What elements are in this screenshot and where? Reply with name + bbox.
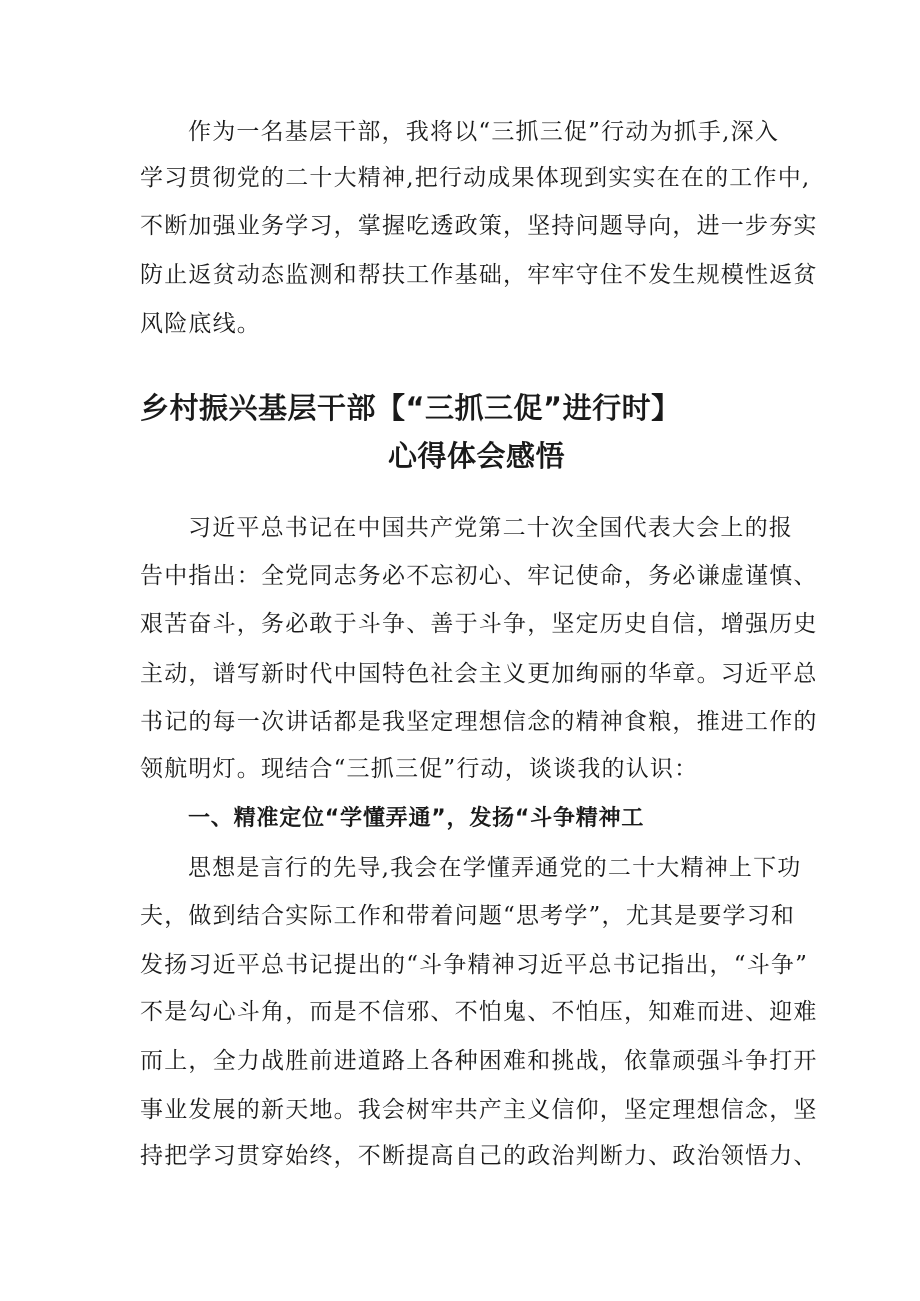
- article-title-line-1: 乡村振兴基层干部【“三抓三促”进行时】: [140, 391, 681, 425]
- paragraph-line: 领航明灯。现结合“三抓三促”行动，谈谈我的认识：: [140, 756, 699, 782]
- intro-line: 防止返贫动态监测和帮扶工作基础，牢牢守住不发生规模性返贫: [140, 262, 818, 288]
- section-line: 发扬习近平总书记提出的“斗争精神习近平总书记指出，“斗争”: [140, 952, 809, 978]
- paragraph-line: 艰苦奋斗，务必敢于斗争、善于斗争，坚定历史自信，增强历史: [140, 611, 818, 637]
- section-line: 夫，做到结合实际工作和带着问题“思考学”，尤其是要学习和: [140, 903, 796, 929]
- paragraph-line: 告中指出：全党同志务必不忘初心、牢记使命，务必谦虚谨慎、: [140, 563, 818, 589]
- section-line: 不是勾心斗角，而是不信邪、不怕鬼、不怕压，知难而进、迎难: [140, 999, 818, 1025]
- paragraph-line: 书记的每一次讲话都是我坚定理想信念的精神食粮，推进工作的: [140, 709, 818, 735]
- intro-line: 风险底线。: [140, 311, 261, 337]
- section-line: 思想是言行的先导,我会在学懂弄通党的二十大精神上下功: [188, 855, 802, 881]
- section-line: 而上，全力战胜前进道路上各种困难和挑战，依靠顽强斗争打开: [140, 1048, 818, 1074]
- paragraph-line: 习近平总书记在中国共产党第二十次全国代表大会上的报: [188, 515, 793, 541]
- section-heading: 一、精准定位“学懂弄通”，发扬“斗争精神工: [188, 806, 645, 831]
- section-line: 持把学习贯穿始终，不断提高自己的政治判断力、政治领悟力、: [140, 1143, 818, 1169]
- intro-line: 学习贯彻党的二十大精神,把行动成果体现到实实在在的工作中,: [140, 165, 811, 191]
- intro-line: 作为一名基层干部，我将以“三抓三促”行动为抓手,深入: [188, 119, 780, 145]
- paragraph-line: 主动，谱写新时代中国特色社会主义更加绚丽的华章。习近平总: [140, 661, 818, 687]
- section-line: 事业发展的新天地。我会树牢共产主义信仰，坚定理想信念，坚: [140, 1097, 818, 1123]
- intro-line: 不断加强业务学习，掌握吃透政策，坚持问题导向，进一步夯实: [140, 213, 818, 239]
- article-title-line-2: 心得体会感悟: [388, 439, 566, 473]
